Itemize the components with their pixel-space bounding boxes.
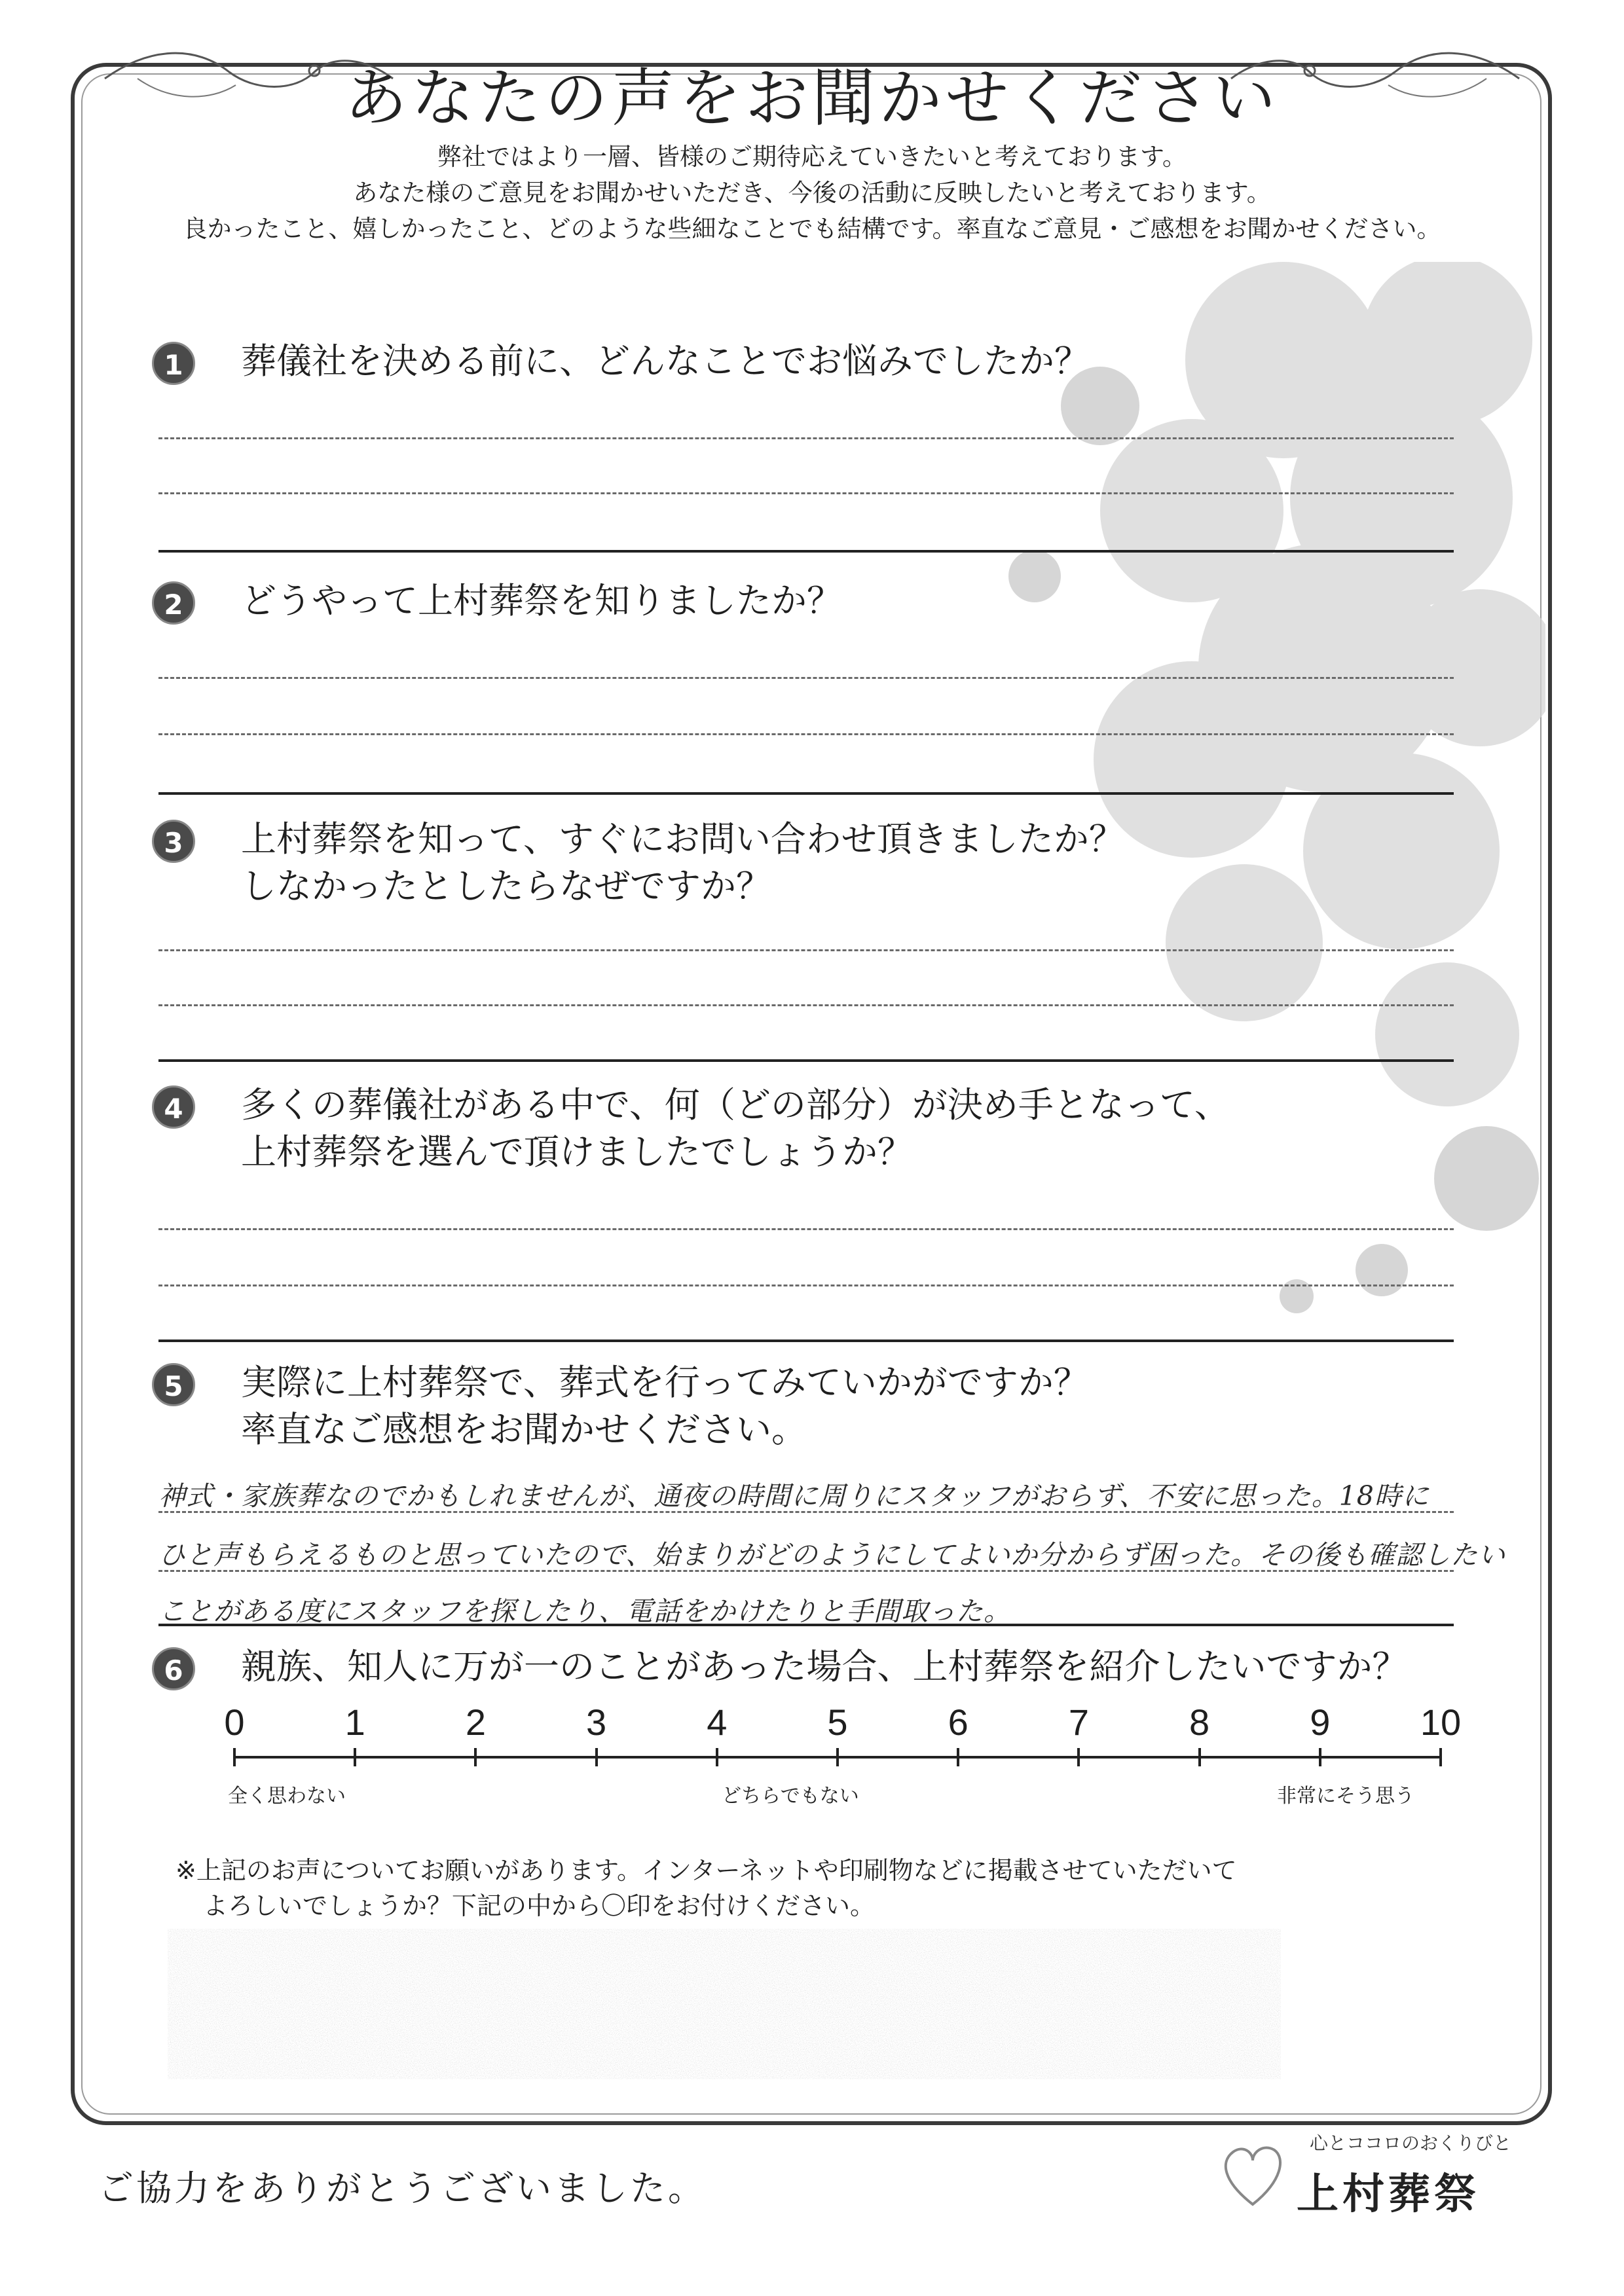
scale-tick	[474, 1748, 477, 1766]
answer-line	[158, 492, 1454, 494]
question-number-badge: 4	[152, 1085, 195, 1129]
question-line: 実際に上村葬祭で、葬式を行ってみていかがですか？	[241, 1362, 1089, 1403]
intro-line: 弊社ではより一層、皆様のご期待応えていきたいと考えております。	[437, 143, 1187, 171]
scale-number: 5	[827, 1702, 848, 1743]
scale-tick	[1077, 1748, 1080, 1766]
answer-line	[158, 677, 1454, 679]
scale-caption-right: 非常にそう思う	[1277, 1785, 1414, 1808]
scale-number: 9	[1310, 1702, 1331, 1743]
question-line: 上村葬祭を選んで頂けましたでしょうか？	[241, 1131, 913, 1173]
page-title: あなたの声をお聞かせください	[344, 62, 1280, 135]
notice-line: よろしいでしょうか？下記の中から〇印をお付けください。	[203, 1891, 876, 1920]
scale-tick	[1439, 1748, 1442, 1766]
scale-tick	[354, 1748, 356, 1766]
question-number-badge: 5	[152, 1363, 195, 1406]
scale-number: 2	[465, 1702, 486, 1743]
scale-tick	[716, 1748, 718, 1766]
scale-tick	[836, 1748, 839, 1766]
scale-number: 7	[1068, 1702, 1089, 1743]
section-divider	[158, 550, 1454, 553]
intro-line: 良かったこと、嬉しかったこと、どのような些細なことでも結構です。率直なご意見・ご感想をお聞かせください。	[183, 215, 1441, 243]
scale-caption-left: 全く思わない	[228, 1785, 346, 1808]
question-line: 多くの葬儀社がある中で、何（どの部分）が決め手となって、	[241, 1084, 1230, 1125]
scale-number: 1	[344, 1702, 365, 1743]
scale-number: 10	[1420, 1702, 1462, 1743]
handwritten-answer-line: ひと声もらえるものと思っていたので、始まりがどのようにしてよいか分からず困った。その後も確認したい	[158, 1539, 1506, 1571]
answer-line	[158, 1285, 1454, 1286]
scale-number: 4	[707, 1702, 728, 1743]
section-divider	[158, 792, 1454, 795]
heart-logo-icon	[1217, 2136, 1289, 2214]
notice-line: ※上記のお声についてお願いがあります。インターネットや印刷物などに掲載させていただいて	[175, 1856, 1237, 1885]
answer-line	[158, 949, 1454, 951]
section-divider	[158, 1339, 1454, 1342]
answer-line	[158, 1511, 1454, 1513]
question-text: 葬儀社を決める前に、どんなことでお悩みでしたか？	[241, 340, 1090, 382]
scale-number: 6	[948, 1702, 969, 1743]
company-tagline: 心とココロのおくりびと	[1310, 2132, 1512, 2154]
question-line: 率直なご感想をお聞かせください。	[241, 1409, 807, 1450]
question-text	[241, 816, 1124, 910]
answer-line	[158, 1570, 1454, 1572]
company-name: 上村葬祭	[1297, 2170, 1480, 2219]
question-number-badge: 6	[152, 1647, 195, 1690]
question-number-badge: 2	[152, 581, 195, 625]
intro-line: あなた様のご意見をお聞かせいただき、今後の活動に反映したいと考えております。	[353, 179, 1271, 207]
question-number-badge: 3	[152, 820, 195, 863]
question-line: 上村葬祭を知って、すぐにお問い合わせ頂きましたか？	[241, 818, 1124, 860]
answer-line	[158, 437, 1454, 439]
section-divider	[158, 1059, 1454, 1062]
obscured-area	[168, 1929, 1281, 2079]
scale-tick	[233, 1748, 236, 1766]
answer-line	[158, 1228, 1454, 1230]
thanks-message: ご協力をありがとうございました。	[98, 2168, 706, 2209]
section-divider	[158, 1624, 1454, 1626]
scale-tick	[1198, 1748, 1201, 1766]
question-text	[241, 1082, 1230, 1176]
scale-number: 0	[224, 1702, 245, 1743]
question-text: どうやって上村葬祭を知りましたか？	[241, 580, 842, 621]
scale-number: 8	[1189, 1702, 1210, 1743]
handwritten-answer-line: ことがある度にスタッフを探したり、電話をかけたりと手間取った。	[158, 1595, 1011, 1627]
answer-line	[158, 733, 1454, 735]
question-number-badge: 1	[152, 342, 195, 385]
question-text	[241, 1359, 1089, 1453]
answer-line	[158, 1004, 1454, 1006]
scale-number: 3	[586, 1702, 607, 1743]
scale-caption-middle: どちらでもない	[722, 1785, 859, 1808]
question-line: しなかったとしたらなぜですか？	[241, 866, 771, 907]
scale-tick	[957, 1748, 959, 1766]
publication-notice	[175, 1853, 1237, 1923]
handwritten-answer-line: 神式・家族葬なのでかもしれませんが、通夜の時間に周りにスタッフがおらず、不安に思った。18時に	[158, 1480, 1430, 1512]
scale-tick	[1319, 1748, 1321, 1766]
scale-tick	[595, 1748, 598, 1766]
intro-text	[0, 139, 1624, 247]
question-text: 親族、知人に万が一のことがあった場合、上村葬祭を紹介したいですか？	[241, 1646, 1408, 1687]
